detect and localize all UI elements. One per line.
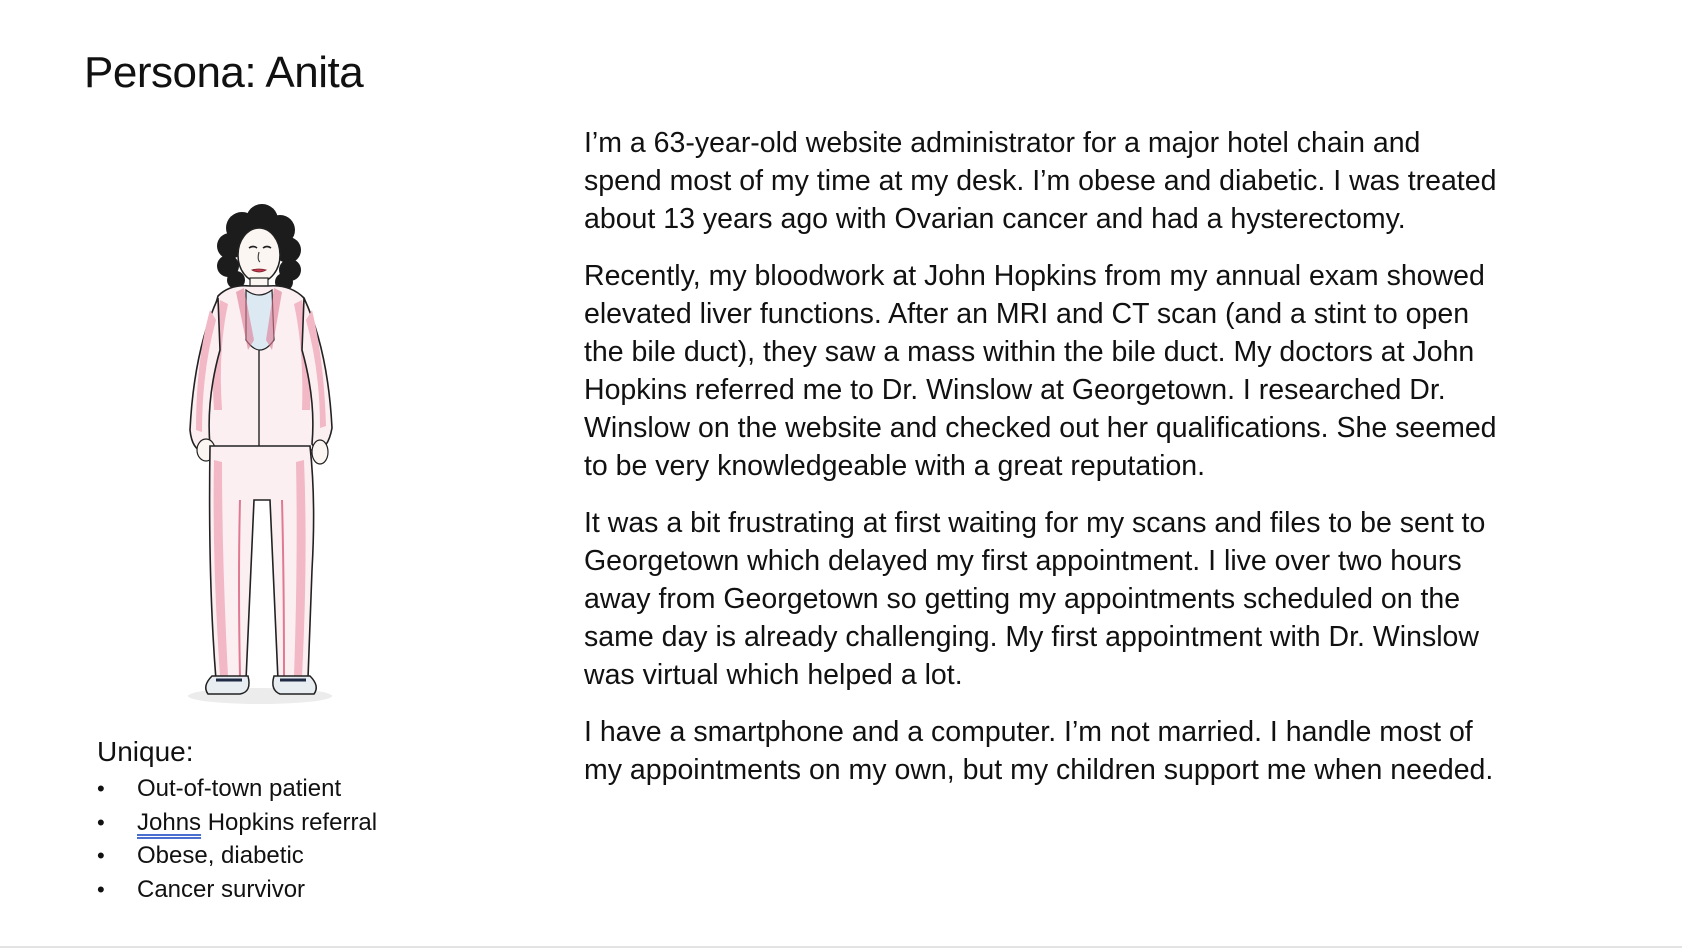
list-item bbox=[97, 839, 477, 873]
list-item bbox=[97, 772, 477, 806]
slide-title: Persona: Anita bbox=[84, 48, 364, 97]
story-paragraph: It was a bit frustrating at first waiting for my scans and files to be sent to Georgetown which delayed my first appointment. I live over two hours away from Georgetown so getting my appointments scheduled on the same day is already challenging. My first appointment with Dr. Winslow was virtual which helped a lot. bbox=[584, 507, 1486, 691]
unique-traits bbox=[97, 734, 477, 906]
story-paragraph: I have a smartphone and a computer. I’m not married. I handle most of my appointments on my own, but my children support me when needed. bbox=[584, 716, 1494, 786]
face bbox=[238, 228, 280, 282]
unique-item-text: Hopkins referral bbox=[201, 808, 378, 836]
bullet-icon: • bbox=[97, 876, 105, 902]
story-paragraph: Recently, my bloodwork at John Hopkins from my annual exam showed elevated liver functions. After an MRI and CT scan (and a stint to open the bile duct), they saw a mass within the bile duct. My doctors at John Hopkins referred me to Dr. Winslow at Georgetown. I researched Dr. Winslow on the website and checked out her qualifications. She seemed to be very knowledgeable with a great reputation. bbox=[584, 260, 1497, 482]
spellcheck-flagged-word[interactable]: Johns bbox=[137, 808, 202, 836]
unique-item-text: Cancer survivor bbox=[137, 875, 306, 903]
unique-item-text: Obese, diabetic bbox=[137, 842, 304, 869]
unique-item-text: Out-of-town patient bbox=[137, 775, 342, 802]
story-paragraph: I’m a 63-year-old website administrator for a major hotel chain and spend most of my time at my desk. I’m obese and diabetic. I was treated about 13 years ago with Ovarian cancer and had a hysterectomy. bbox=[584, 127, 1497, 235]
list-item bbox=[97, 873, 477, 907]
unique-heading: Unique: bbox=[97, 736, 194, 767]
persona-story bbox=[584, 124, 1504, 808]
bullet-icon: • bbox=[97, 776, 105, 801]
bullet-icon: • bbox=[97, 843, 105, 868]
unique-list bbox=[97, 772, 477, 906]
bullet-icon: • bbox=[97, 809, 105, 835]
persona-illustration bbox=[170, 200, 350, 710]
list-item bbox=[97, 806, 477, 840]
